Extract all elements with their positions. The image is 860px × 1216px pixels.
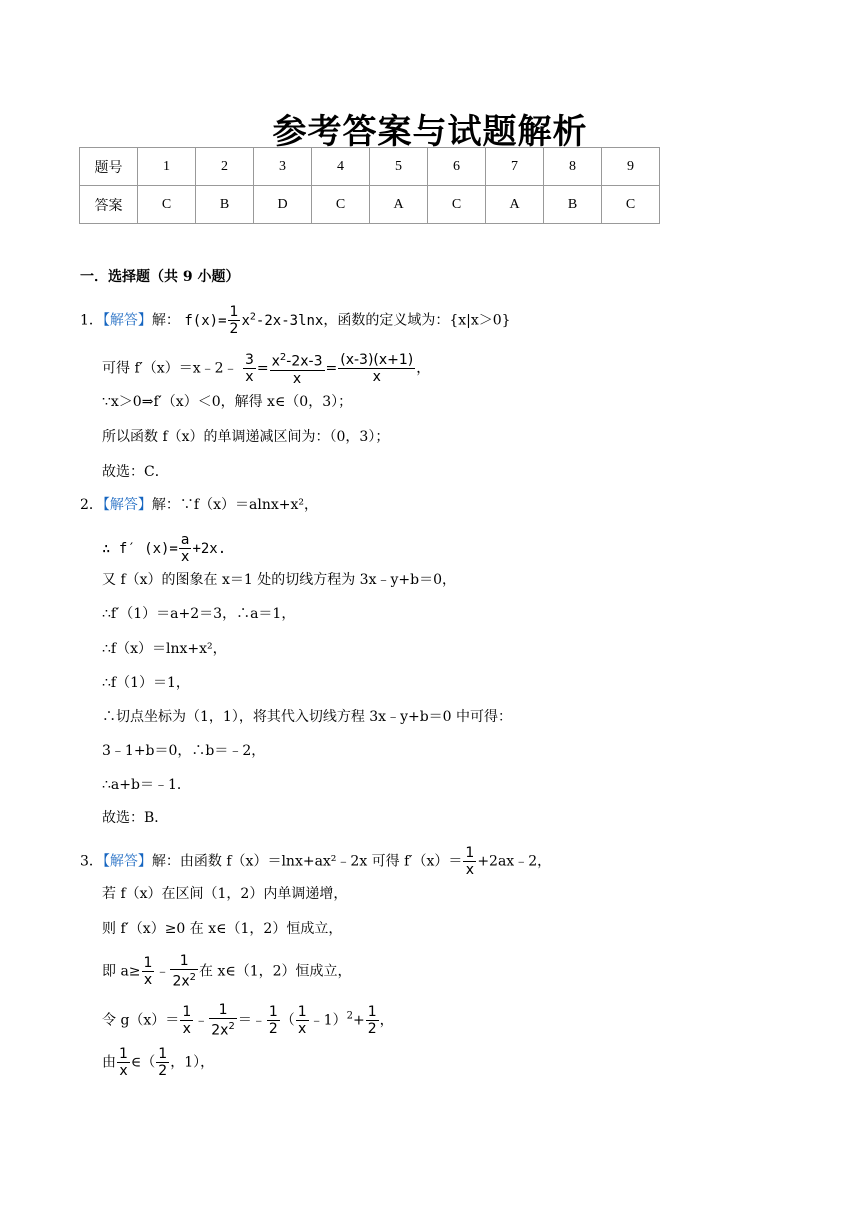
table-row: [80, 148, 660, 186]
table-cell: 2: [196, 148, 254, 186]
q2-line-8: 3﹣1+b＝0，∴b＝﹣2，: [102, 743, 266, 759]
table-cell: C: [312, 186, 370, 224]
formula-frac: $\frac{1}{x}$: [297, 1003, 307, 1037]
q2-line-2: [102, 532, 226, 565]
question-number: 3．: [80, 853, 103, 870]
q2-line-4: ∴f′（1）＝a+2＝3，∴a＝1，: [102, 606, 296, 622]
answer-tag: 【解答】: [102, 497, 152, 513]
table-cell: 5: [370, 148, 428, 186]
q2-line-7: ∴切点坐标为（1，1），将其代入切线方程 3x﹣y+b＝0 中可得：: [102, 709, 513, 725]
text: 解：: [151, 312, 180, 329]
q2-line-9: ∴a+b＝﹣1．: [102, 777, 191, 793]
question-number: 1．: [80, 312, 103, 329]
formula-fx: f(x)= $\frac{1}{2}$ $x^2-2x-3\ln x$: [184, 304, 324, 337]
table-cell: D: [254, 186, 312, 224]
q3-line-4: 即 a≥ $\frac{1}{x}$ ﹣ $\frac{1}{2x^2}$ 在 x∈（1，2）恒成立，: [102, 953, 352, 990]
formula-frac: $\frac{1}{2}$: [268, 1003, 278, 1037]
table-cell: 4: [312, 148, 370, 186]
formula-frac: $\frac{1}{x}$: [182, 1003, 192, 1037]
formula-fprime: ∴ f′ (x)= $\frac{a}{x}$ +2x.: [102, 532, 227, 565]
table-row: [80, 186, 660, 224]
table-cell: 3: [254, 148, 312, 186]
table-cell: A: [370, 186, 428, 224]
text: ∈（: [130, 1054, 156, 1071]
q2-line-5: ∴f（x）＝lnx+x²，: [102, 641, 227, 657]
text: 令 g（x）＝: [102, 1012, 180, 1029]
answer-table: [79, 147, 660, 224]
text: ，: [416, 360, 431, 377]
q1-line-2: 可得 f′（x）＝x﹣2﹣ $\frac{3}{x}$ = $\frac{x^2-2x-3}{x}$ = $\frac{(x-3)(x+1)}{x}$ ，: [102, 351, 431, 387]
q1-line-4: 所以函数 f（x）的单调递减区间为：（0，3）；: [102, 429, 390, 445]
text: ，1），: [170, 1054, 215, 1071]
text: ，函数的定义域为：{x|x＞0}: [323, 312, 511, 329]
table-cell: B: [544, 186, 602, 224]
formula-frac: $\frac{1}{2x^2}$: [211, 1002, 235, 1039]
table-cell: 7: [486, 148, 544, 186]
table-cell: 8: [544, 148, 602, 186]
text: 由: [102, 1054, 116, 1071]
formula-frac: $\frac{1}{x}$: [465, 845, 475, 878]
text: 解：由函数 f（x）＝lnx+ax²﹣2x 可得 f′（x）＝: [151, 853, 463, 870]
q2-line-1: [80, 495, 318, 515]
text: +2ax﹣2，: [477, 853, 552, 870]
q3-line-2: 若 f（x）在区间（1，2）内单调递增，: [102, 886, 348, 902]
formula-frac: $\frac{(x-3)(x+1)}{x}$: [340, 351, 414, 385]
q3-line-1: [80, 845, 551, 878]
table-cell: B: [196, 186, 254, 224]
formula-frac: $\frac{x^2-2x-3}{x}$: [271, 352, 323, 387]
q1-line-3: ∵x＞0⇒f′（x）＜0，解得 x∈（0，3）；: [102, 394, 353, 410]
q3-line-6: [102, 1046, 214, 1079]
formula-frac: $\frac{1}{x}$: [119, 1046, 128, 1079]
formula-frac: $\frac{1}{x}$: [143, 954, 153, 988]
text: 即 a≥: [102, 963, 141, 980]
q2-line-3: 又 f（x）的图象在 x＝1 处的切线方程为 3x﹣y+b＝0，: [102, 572, 456, 588]
table-header-cell: 题号: [80, 148, 138, 186]
text: 在 x∈（1，2）恒成立，: [199, 963, 352, 980]
formula-frac: $\frac{1}{2}$: [158, 1046, 168, 1079]
q3-line-5: 令 g（x）＝ $\frac{1}{x}$ ﹣ $\frac{1}{2x^2}$ ＝﹣ $\frac{1}{2}$ （ $\frac{1}{x}$ ﹣1）$^2$+ $\frac{1}{2}$ ，: [102, 1002, 394, 1039]
q3-line-3: 则 f′（x）≥0 在 x∈（1，2）恒成立，: [102, 921, 343, 937]
q2-line-10: 故选：B．: [102, 810, 169, 826]
table-cell: C: [138, 186, 196, 224]
question-number: 2．: [80, 497, 103, 513]
answer-tag: 【解答】: [102, 853, 152, 870]
q2-line-6: ∴f（1）＝1，: [102, 675, 190, 691]
table-cell: 9: [602, 148, 660, 186]
section-heading: 一．选择题（共 9 小题）: [80, 269, 240, 285]
formula-frac: $\frac{3}{x}$: [244, 351, 254, 385]
q1-line-1: [80, 304, 511, 337]
q1-line-5: 故选：C．: [102, 464, 169, 480]
text: 可得 f′（x）＝x﹣2﹣: [102, 360, 238, 377]
table-header-cell: 答案: [80, 186, 138, 224]
table-cell: 6: [428, 148, 486, 186]
table-cell: C: [602, 186, 660, 224]
answer-tag: 【解答】: [102, 312, 152, 329]
page-title: 参考答案与试题解析: [272, 112, 588, 152]
table-cell: C: [428, 186, 486, 224]
formula-frac: $\frac{1}{2x^2}$: [172, 953, 197, 990]
text: 解：∵f（x）＝alnx+x²，: [151, 497, 318, 513]
formula-frac: $\frac{1}{2}$: [367, 1003, 377, 1037]
table-cell: A: [486, 186, 544, 224]
table-cell: 1: [138, 148, 196, 186]
